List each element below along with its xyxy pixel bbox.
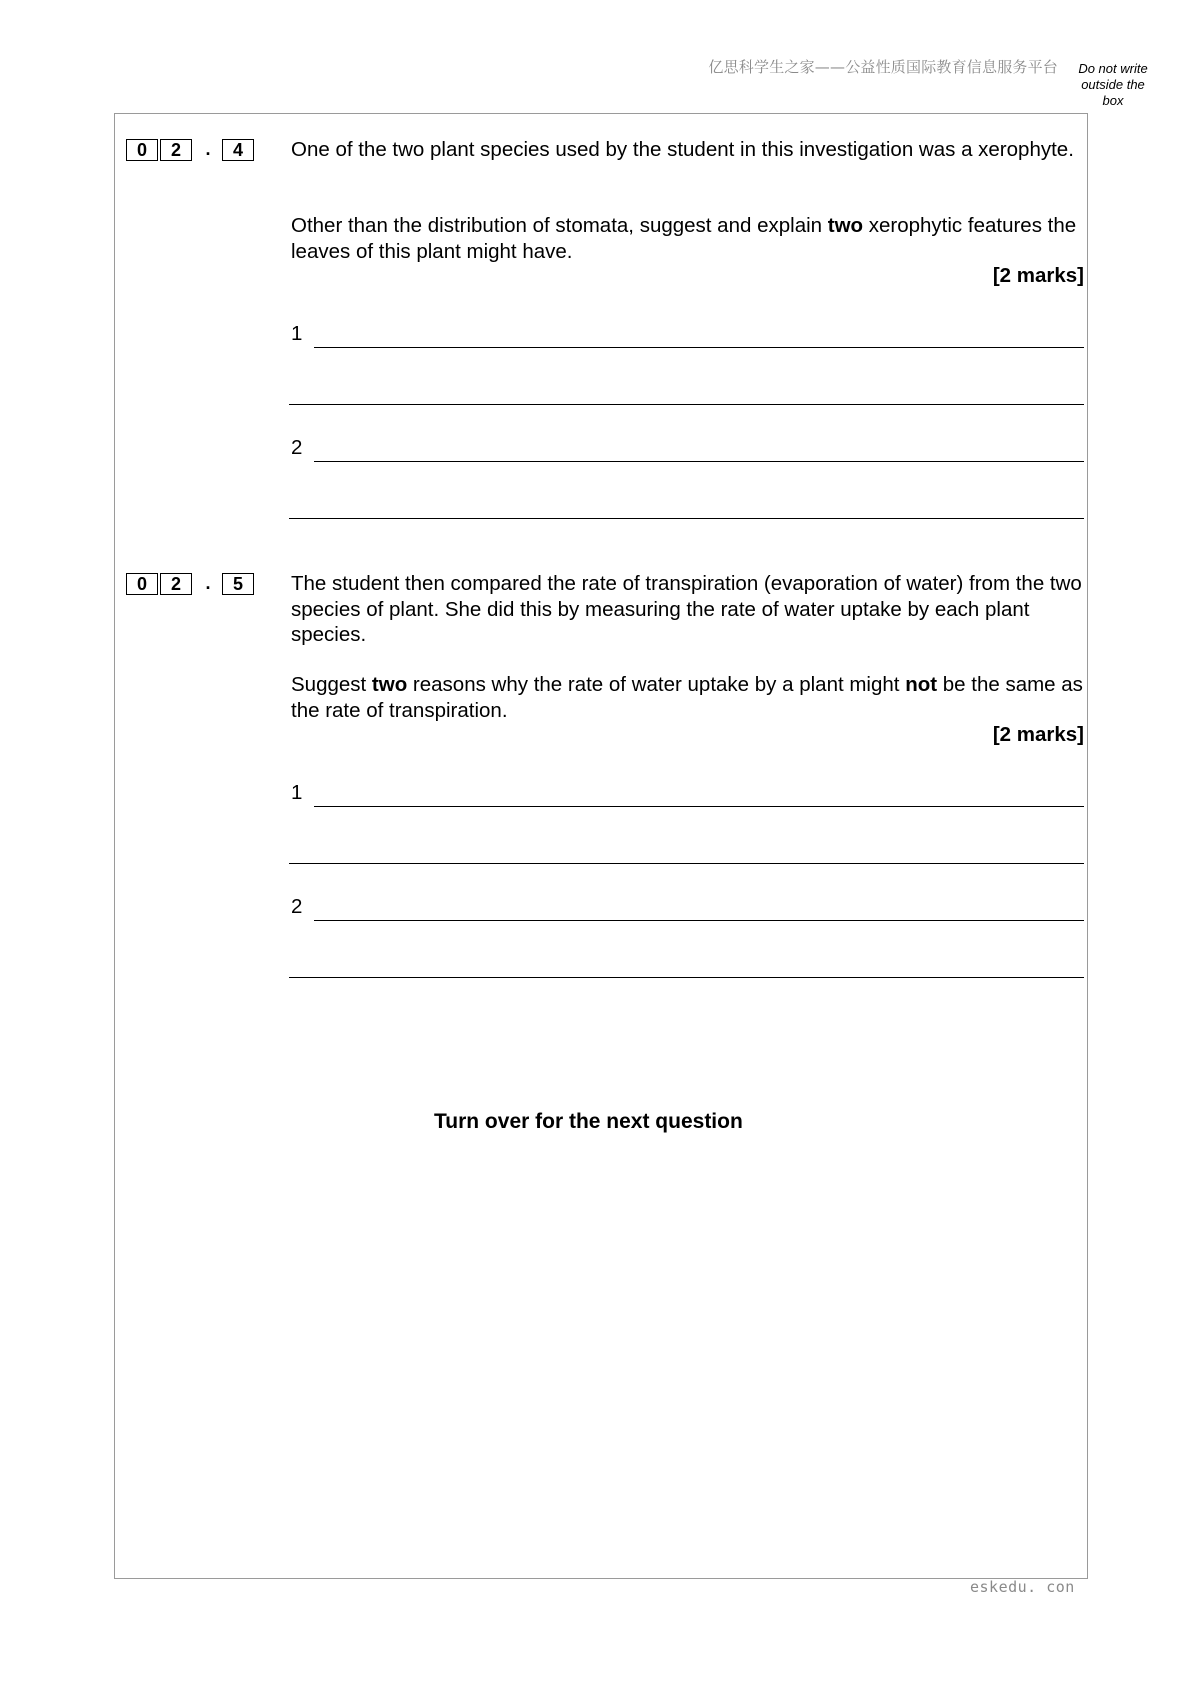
answer-number: 1 xyxy=(291,322,303,345)
question-instruction xyxy=(291,213,1086,264)
question-digit-box: 5 xyxy=(222,573,254,595)
answer-line[interactable] xyxy=(289,404,1084,405)
answer-line[interactable] xyxy=(289,863,1084,864)
answer-line[interactable] xyxy=(314,347,1084,348)
answer-number: 2 xyxy=(291,895,303,918)
footer-watermark: eskedu. con xyxy=(970,1578,1075,1596)
instruction-emphasis: two xyxy=(371,673,408,696)
question-digit-box: 2 xyxy=(160,139,192,161)
question-digit-box: 0 xyxy=(126,139,158,161)
answer-line[interactable] xyxy=(289,518,1084,519)
answer-frame xyxy=(114,113,1088,1579)
answer-line[interactable] xyxy=(314,461,1084,462)
instruction-text: Suggest xyxy=(291,673,372,696)
instruction-text: reasons why the rate of water uptake by a plant might xyxy=(407,673,906,696)
margin-note-line: outside the xyxy=(1081,77,1145,92)
turn-over-note: Turn over for the next question xyxy=(434,1110,743,1133)
question-digit-box: 0 xyxy=(126,573,158,595)
question-instruction xyxy=(291,672,1086,723)
instruction-text: be the same as the rate of transpiration. xyxy=(291,673,1083,722)
margin-note xyxy=(1068,61,1158,109)
answer-line[interactable] xyxy=(289,977,1084,978)
header-watermark: 亿思科学生之家——公益性质国际教育信息服务平台 xyxy=(708,58,1058,76)
instruction-text: xerophytic features the leaves of this plant might have. xyxy=(291,214,1077,263)
marks-label: [2 marks] xyxy=(992,264,1084,287)
instruction-text: Other than the distribution of stomata, suggest and explain xyxy=(291,214,828,237)
instruction-emphasis: two xyxy=(827,214,864,237)
question-digit-box: 2 xyxy=(160,573,192,595)
answer-number: 1 xyxy=(291,781,303,804)
answer-line[interactable] xyxy=(314,806,1084,807)
question-digit-box: 4 xyxy=(222,139,254,161)
margin-note-line: box xyxy=(1102,93,1124,108)
question-text: One of the two plant species used by the student in this investigation was a xerophyte. xyxy=(291,138,1074,161)
question-text: The student then compared the rate of transpiration (evaporation of water) from the two species of plant. She did this by measuring the rate of water uptake by each plant species. xyxy=(291,572,1082,646)
question-number-separator: . xyxy=(205,139,211,159)
marks-label: [2 marks] xyxy=(992,723,1084,746)
answer-number: 2 xyxy=(291,436,303,459)
margin-note-line: Do not write xyxy=(1078,61,1148,76)
question-number-separator: . xyxy=(205,573,211,593)
instruction-emphasis: not xyxy=(905,673,938,696)
answer-line[interactable] xyxy=(314,920,1084,921)
